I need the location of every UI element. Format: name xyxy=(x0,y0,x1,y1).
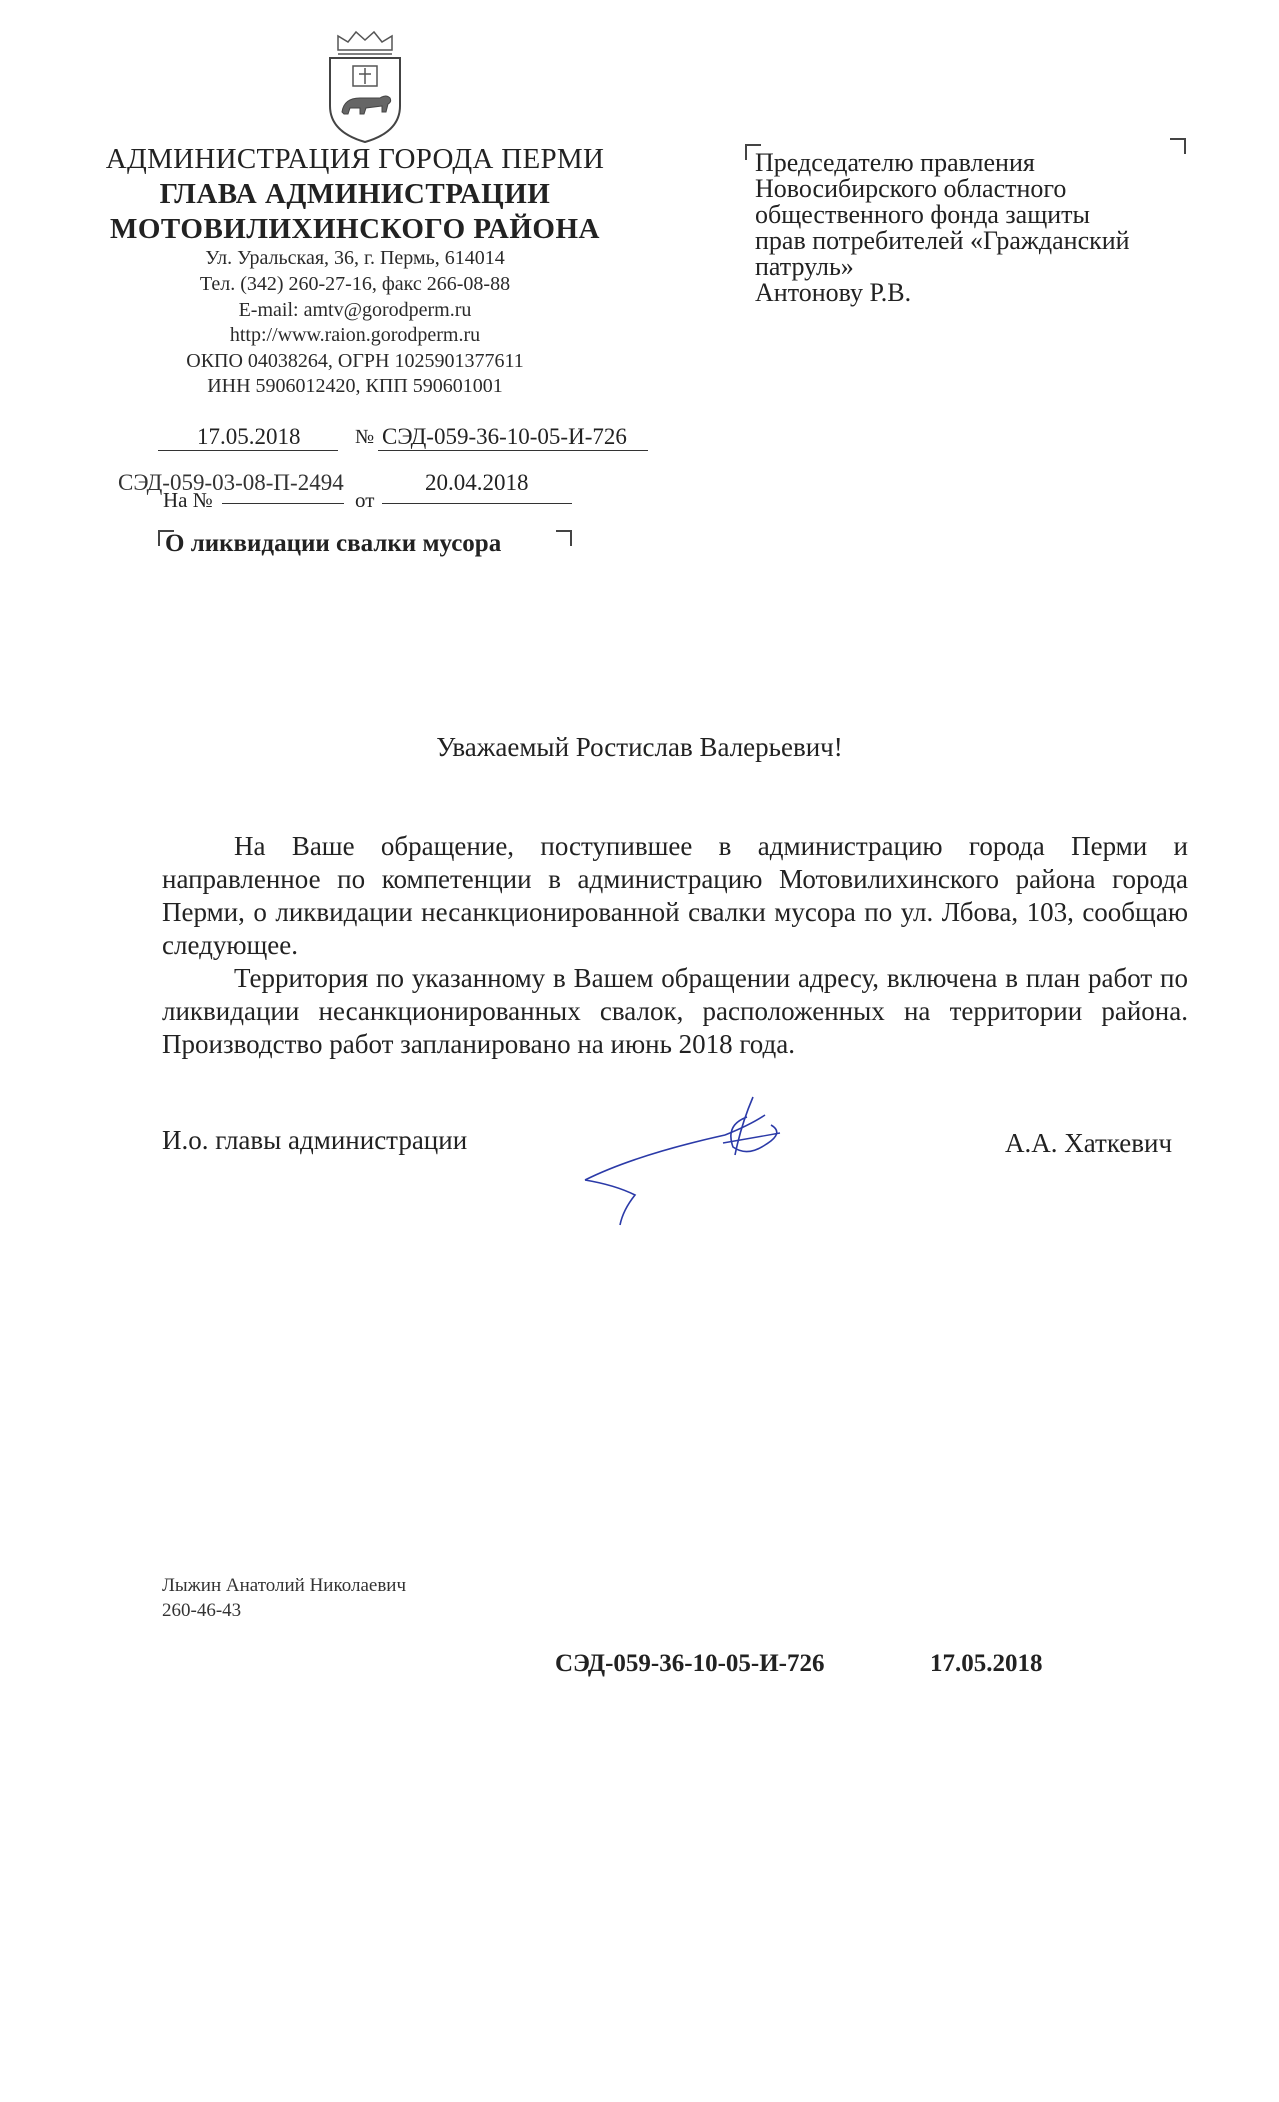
sender-inn: ИНН 5906012420, КПП 590601001 xyxy=(207,375,503,398)
body-paragraph: Территория по указанному в Вашем обращении адресу, включена в план работ по ликвидации несанкционированных свалок, расположенных на территории района. Производство работ запланировано на июнь 2018 года. xyxy=(162,963,1188,1059)
sender-address: Ул. Уральская, 36, г. Пермь, 614014 xyxy=(205,247,505,270)
addressee-block xyxy=(755,150,1195,306)
sender-phone: Тел. (342) 260-27-16, факс 266-08-88 xyxy=(199,272,511,295)
sender-okpo: ОКПО 04038264, ОГРН 1025901377611 xyxy=(186,349,524,372)
footer-document-number: СЭД-059-36-10-05-И-726 xyxy=(555,1650,825,1677)
salutation: Уважаемый Ростислав Валерьевич! xyxy=(436,732,843,762)
addressee-line: общественного фонда защиты xyxy=(755,200,1090,229)
registration-number-sign: № xyxy=(355,426,375,448)
addressee-line: Председателю правления xyxy=(755,148,1035,177)
perm-coat-of-arms-icon xyxy=(320,28,410,144)
executor-phone: 260-46-43 xyxy=(162,1599,242,1621)
signatory-position: И.о. главы администрации xyxy=(162,1125,468,1155)
sender-head-line1: ГЛАВА АДМИНИСТРАЦИИ xyxy=(159,177,551,210)
number-underline xyxy=(378,450,648,451)
reference-prefix: На № xyxy=(163,488,213,512)
sender-head-line2: МОТОВИЛИХИНСКОГО РАЙОНА xyxy=(110,212,600,245)
executor-block xyxy=(162,1574,406,1623)
ref-number-underline xyxy=(222,503,344,504)
reference-number: СЭД-059-03-08-П-2494 xyxy=(118,470,344,495)
handwritten-signature-icon xyxy=(575,1085,805,1230)
footer-document-date: 17.05.2018 xyxy=(930,1650,1043,1677)
subject-corner-right xyxy=(556,530,572,546)
letter-body xyxy=(162,830,1188,1061)
registration-date: 17.05.2018 xyxy=(197,424,301,449)
body-paragraph: На Ваше обращение, поступившее в администрацию города Перми и направленное по компетенции в администрацию Мотовилихинского района города Перми, о ликвидации несанкционированной свалки мусора по ул. Лбова, 103, сообщаю следующее. xyxy=(162,831,1188,960)
letter-subject: О ликвидации свалки мусора xyxy=(165,530,502,557)
sender-website: http://www.raion.gorodperm.ru xyxy=(229,324,481,347)
sender-block xyxy=(100,142,610,400)
signatory-name: А.А. Хаткевич xyxy=(1005,1128,1173,1158)
sender-organization: АДМИНИСТРАЦИЯ ГОРОДА ПЕРМИ xyxy=(105,143,605,175)
reference-date: 20.04.2018 xyxy=(425,470,529,495)
sender-email: E-mail: amtv@gorodperm.ru xyxy=(238,298,472,321)
addressee-line: Новосибирского областного xyxy=(755,174,1067,203)
date-underline xyxy=(158,450,338,451)
addressee-line: патруль» xyxy=(755,252,854,281)
executor-name: Лыжин Анатолий Николаевич xyxy=(162,1575,407,1596)
reference-from: от xyxy=(355,488,375,512)
registration-number: СЭД-059-36-10-05-И-726 xyxy=(382,424,627,449)
addressee-name: Антонову Р.В. xyxy=(755,278,912,307)
ref-date-underline xyxy=(382,503,572,504)
addressee-line: прав потребителей «Гражданский xyxy=(755,226,1130,255)
